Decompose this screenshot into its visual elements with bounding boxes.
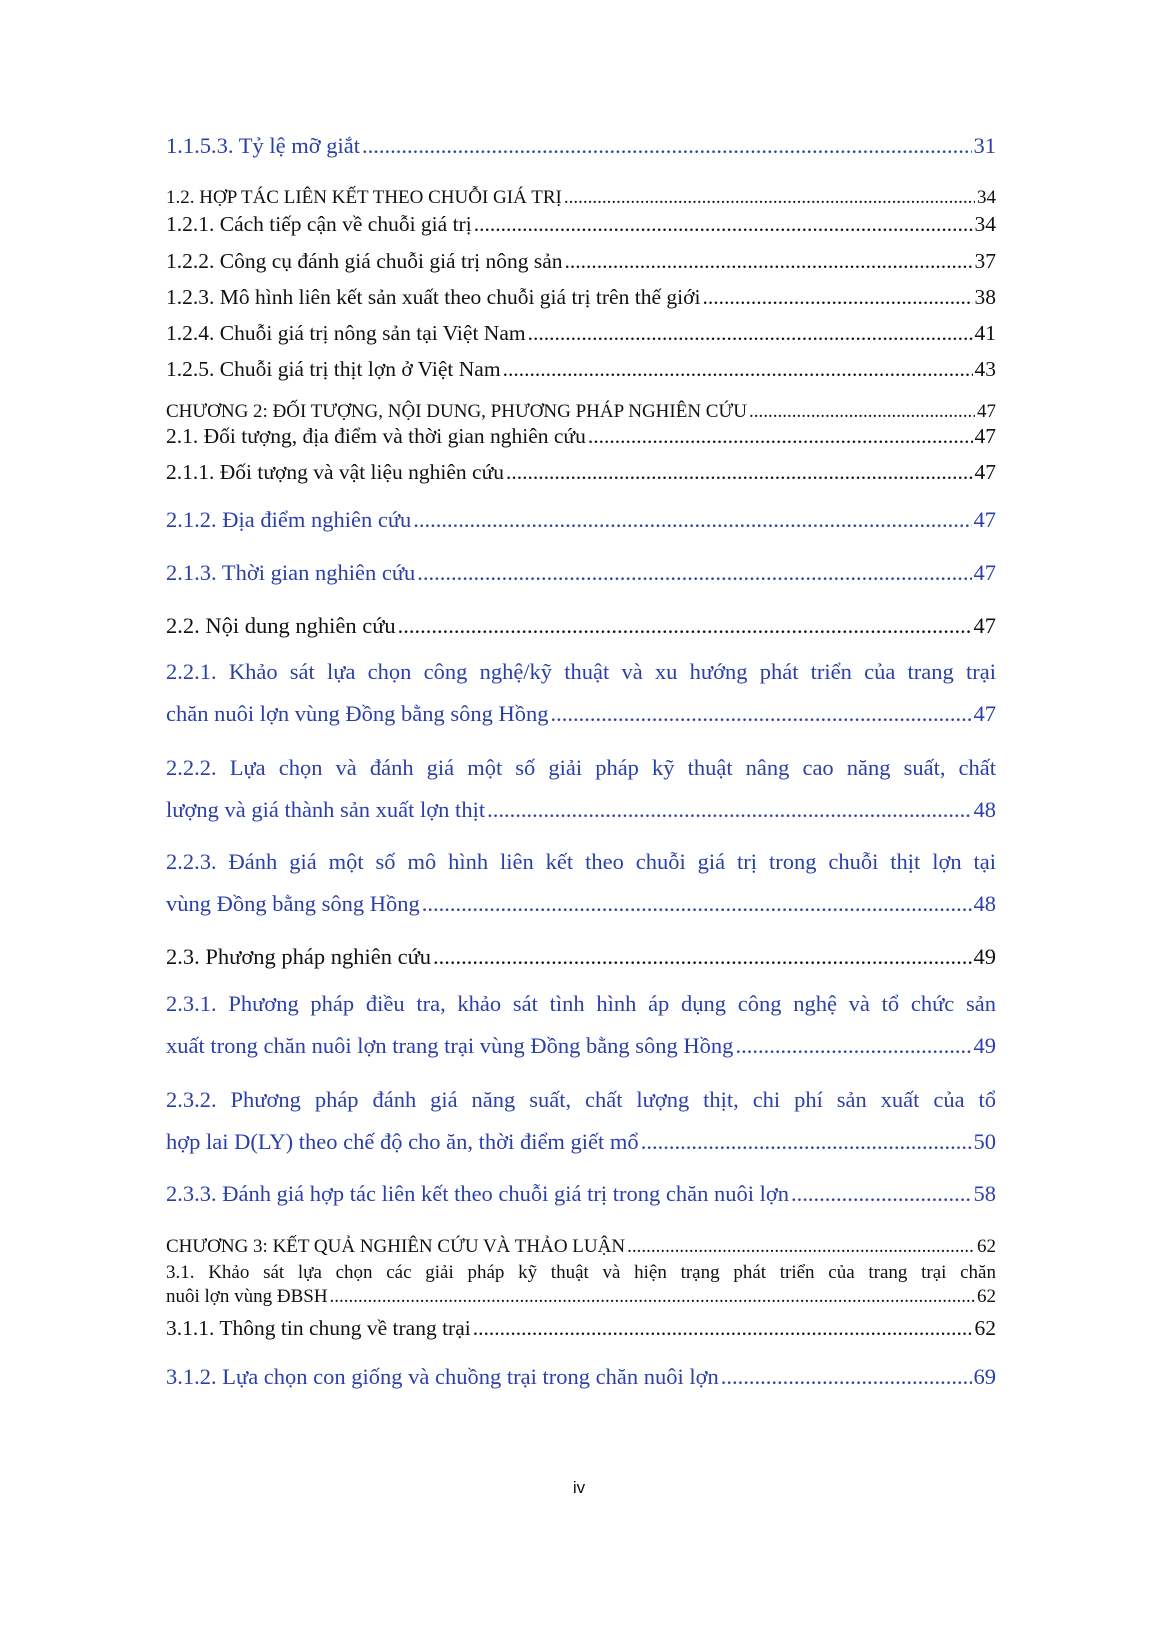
toc-entry-2-2[interactable] xyxy=(166,613,996,639)
toc-entry-title: 1.2. HỢP TÁC LIÊN KẾT THEO CHUỖI GIÁ TRỊ xyxy=(166,187,562,208)
toc-entry-title: 2.1. Đối tượng, địa điểm và thời gian nghiên cứu xyxy=(166,424,586,448)
toc-entry-title-line1: 2.3.2. Phương pháp đánh giá năng suất, chất lượng thịt, chi phí sản xuất của tổ xyxy=(166,1087,996,1112)
toc-page-number: 47 xyxy=(973,507,996,532)
toc-entry-1-2-3[interactable] xyxy=(166,285,996,310)
toc-entry-title: 3.1.1. Thông tin chung về trang trại xyxy=(166,1316,471,1340)
toc-entry-title: lượng và giá thành sản xuất lợn thịt xyxy=(166,797,486,822)
toc-entry-title: 3.1.2. Lựa chọn con giống và chuồng trại trong chăn nuôi lợn xyxy=(166,1364,719,1389)
toc-page-number: 34 xyxy=(977,187,996,208)
toc-entry-title-line1: 3.1. Khảo sát lựa chọn các giải pháp kỹ thuật và hiện trạng phát triển của trang trại chăn xyxy=(166,1262,996,1283)
page-number-footer: iv xyxy=(572,1478,586,1497)
toc-page-number: 58 xyxy=(973,1181,996,1206)
toc-page-number: 47 xyxy=(974,424,996,448)
toc-page-number: 69 xyxy=(973,1364,996,1389)
toc-entry-3-1[interactable] xyxy=(166,1262,996,1308)
toc-entry-2-2-1[interactable] xyxy=(166,659,996,727)
toc-entry-title-line1: 2.2.1. Khảo sát lựa chọn công nghệ/kỹ thuật và xu hướng phát triển của trang trại xyxy=(166,659,996,684)
toc-page-number: 48 xyxy=(973,891,996,916)
toc-page-number: 31 xyxy=(973,133,996,158)
toc-entry-title: 1.2.3. Mô hình liên kết sản xuất theo chuỗi giá trị trên thế giới xyxy=(166,285,701,309)
toc-entry-2-1-1[interactable] xyxy=(166,460,996,485)
toc-page-number: 62 xyxy=(977,1286,996,1307)
toc-entry-title: 1.2.5. Chuỗi giá trị thịt lợn ở Việt Nam xyxy=(166,357,501,381)
toc-entry-1-2-5[interactable] xyxy=(166,357,996,382)
toc-entry-title: CHƯƠNG 2: ĐỐI TƯỢNG, NỘI DUNG, PHƯƠNG PHÁP NGHIÊN CỨU xyxy=(166,401,747,422)
toc-leader xyxy=(362,133,972,159)
toc-entry-title: 1.2.4. Chuỗi giá trị nông sản tại Việt Nam xyxy=(166,321,526,345)
toc-entry-1-2[interactable] xyxy=(166,187,996,209)
toc-page-number: 49 xyxy=(973,1033,996,1058)
toc-leader xyxy=(702,285,972,310)
toc-leader xyxy=(721,1364,972,1390)
toc-entry-chuong-3[interactable] xyxy=(166,1236,996,1258)
toc-entry-title: nuôi lợn vùng ĐBSH xyxy=(166,1286,328,1307)
toc-entry-2-1-3[interactable] xyxy=(166,560,996,586)
toc-leader xyxy=(565,249,973,274)
toc-page-number: 47 xyxy=(973,613,996,638)
toc-page-number: 47 xyxy=(977,401,996,422)
toc-page-number: 62 xyxy=(977,1236,996,1257)
toc-leader xyxy=(487,797,971,823)
toc-leader xyxy=(422,891,972,917)
toc-entry-title: 2.2. Nội dung nghiên cứu xyxy=(166,613,396,638)
toc-entry-2-3-3[interactable] xyxy=(166,1181,996,1207)
toc-entry-3-1-2[interactable] xyxy=(166,1364,996,1390)
toc-leader xyxy=(564,187,975,209)
toc-leader xyxy=(330,1286,975,1308)
toc-entry-2-2-3[interactable] xyxy=(166,849,996,917)
toc-entry-2-1-2[interactable] xyxy=(166,507,996,533)
toc-page-number: 50 xyxy=(973,1129,996,1154)
toc-entry-title: 2.1.3. Thời gian nghiên cứu xyxy=(166,560,416,585)
toc-page-number: 48 xyxy=(973,797,996,822)
toc-entry-2-1[interactable] xyxy=(166,424,996,449)
toc-entry-title: 2.1.1. Đối tượng và vật liệu nghiên cứu xyxy=(166,460,505,484)
toc-entry-title: vùng Đồng bằng sông Hồng xyxy=(166,891,420,916)
toc-leader xyxy=(473,1316,973,1341)
toc-leader xyxy=(749,401,975,423)
toc-leader xyxy=(551,701,972,727)
toc-entry-title: 2.3. Phương pháp nghiên cứu xyxy=(166,944,432,969)
toc-leader xyxy=(627,1236,975,1258)
toc-entry-title-line1: 2.3.1. Phương pháp điều tra, khảo sát tình hình áp dụng công nghệ và tổ chức sản xyxy=(166,991,996,1016)
toc-leader xyxy=(413,507,971,533)
toc-page-number: 41 xyxy=(974,321,996,345)
toc-leader xyxy=(506,460,972,485)
toc-page-number: 47 xyxy=(973,701,996,726)
toc-entry-3-1-1[interactable] xyxy=(166,1316,996,1341)
toc-page-number: 49 xyxy=(973,944,996,969)
toc-entry-chuong-2[interactable] xyxy=(166,401,996,423)
toc-entry-title: CHƯƠNG 3: KẾT QUẢ NGHIÊN CỨU VÀ THẢO LUẬN xyxy=(166,1236,626,1257)
toc-entry-title: 1.1.5.3. Tỷ lệ mỡ giắt xyxy=(166,133,360,158)
toc-entry-title: hợp lai D(LY) theo chế độ cho ăn, thời điểm giết mổ xyxy=(166,1129,639,1154)
toc-entry-1-2-4[interactable] xyxy=(166,321,996,346)
toc-page-number: 47 xyxy=(974,460,996,484)
toc-entry-2-3[interactable] xyxy=(166,944,996,970)
toc-leader xyxy=(528,321,973,346)
toc-page-number: 62 xyxy=(974,1316,996,1340)
toc-entry-2-2-2[interactable] xyxy=(166,755,996,823)
toc-leader xyxy=(735,1033,971,1059)
toc-entry-title: 1.2.2. Công cụ đánh giá chuỗi giá trị nông sản xyxy=(166,249,563,273)
toc-leader xyxy=(474,212,973,237)
toc-page-number: 43 xyxy=(974,357,996,381)
toc-leader xyxy=(791,1181,971,1207)
toc-leader xyxy=(433,944,971,970)
toc-entry-2-3-2[interactable] xyxy=(166,1087,996,1155)
toc-entry-1-2-1[interactable] xyxy=(166,212,996,237)
toc-page-number: 34 xyxy=(974,212,996,236)
toc-leader xyxy=(417,560,971,586)
toc-page-number: 38 xyxy=(974,285,996,309)
toc-entry-title: chăn nuôi lợn vùng Đồng bằng sông Hồng xyxy=(166,701,549,726)
toc-page-number: 37 xyxy=(974,249,996,273)
toc-entry-title: 1.2.1. Cách tiếp cận về chuỗi giá trị xyxy=(166,212,472,236)
toc-entry-title: 2.1.2. Địa điểm nghiên cứu xyxy=(166,507,412,532)
toc-entry-1-2-2[interactable] xyxy=(166,249,996,274)
toc-leader xyxy=(588,424,973,449)
toc-leader xyxy=(398,613,972,639)
toc-leader xyxy=(503,357,973,382)
toc-leader xyxy=(641,1129,972,1155)
toc-page-number: 47 xyxy=(973,560,996,585)
toc-entry-2-3-1[interactable] xyxy=(166,991,996,1059)
toc-entry-title: 2.3.3. Đánh giá hợp tác liên kết theo chuỗi giá trị trong chăn nuôi lợn xyxy=(166,1181,790,1206)
toc-entry-title-line1: 2.2.3. Đánh giá một số mô hình liên kết theo chuỗi giá trị trong chuỗi thịt lợn tại xyxy=(166,849,996,874)
toc-entry-title: xuất trong chăn nuôi lợn trang trại vùng Đồng bằng sông Hồng xyxy=(166,1033,734,1058)
toc-entry-title-line1: 2.2.2. Lựa chọn và đánh giá một số giải pháp kỹ thuật nâng cao năng suất, chất xyxy=(166,755,996,780)
toc-entry-1-1-5-3[interactable] xyxy=(166,133,996,159)
